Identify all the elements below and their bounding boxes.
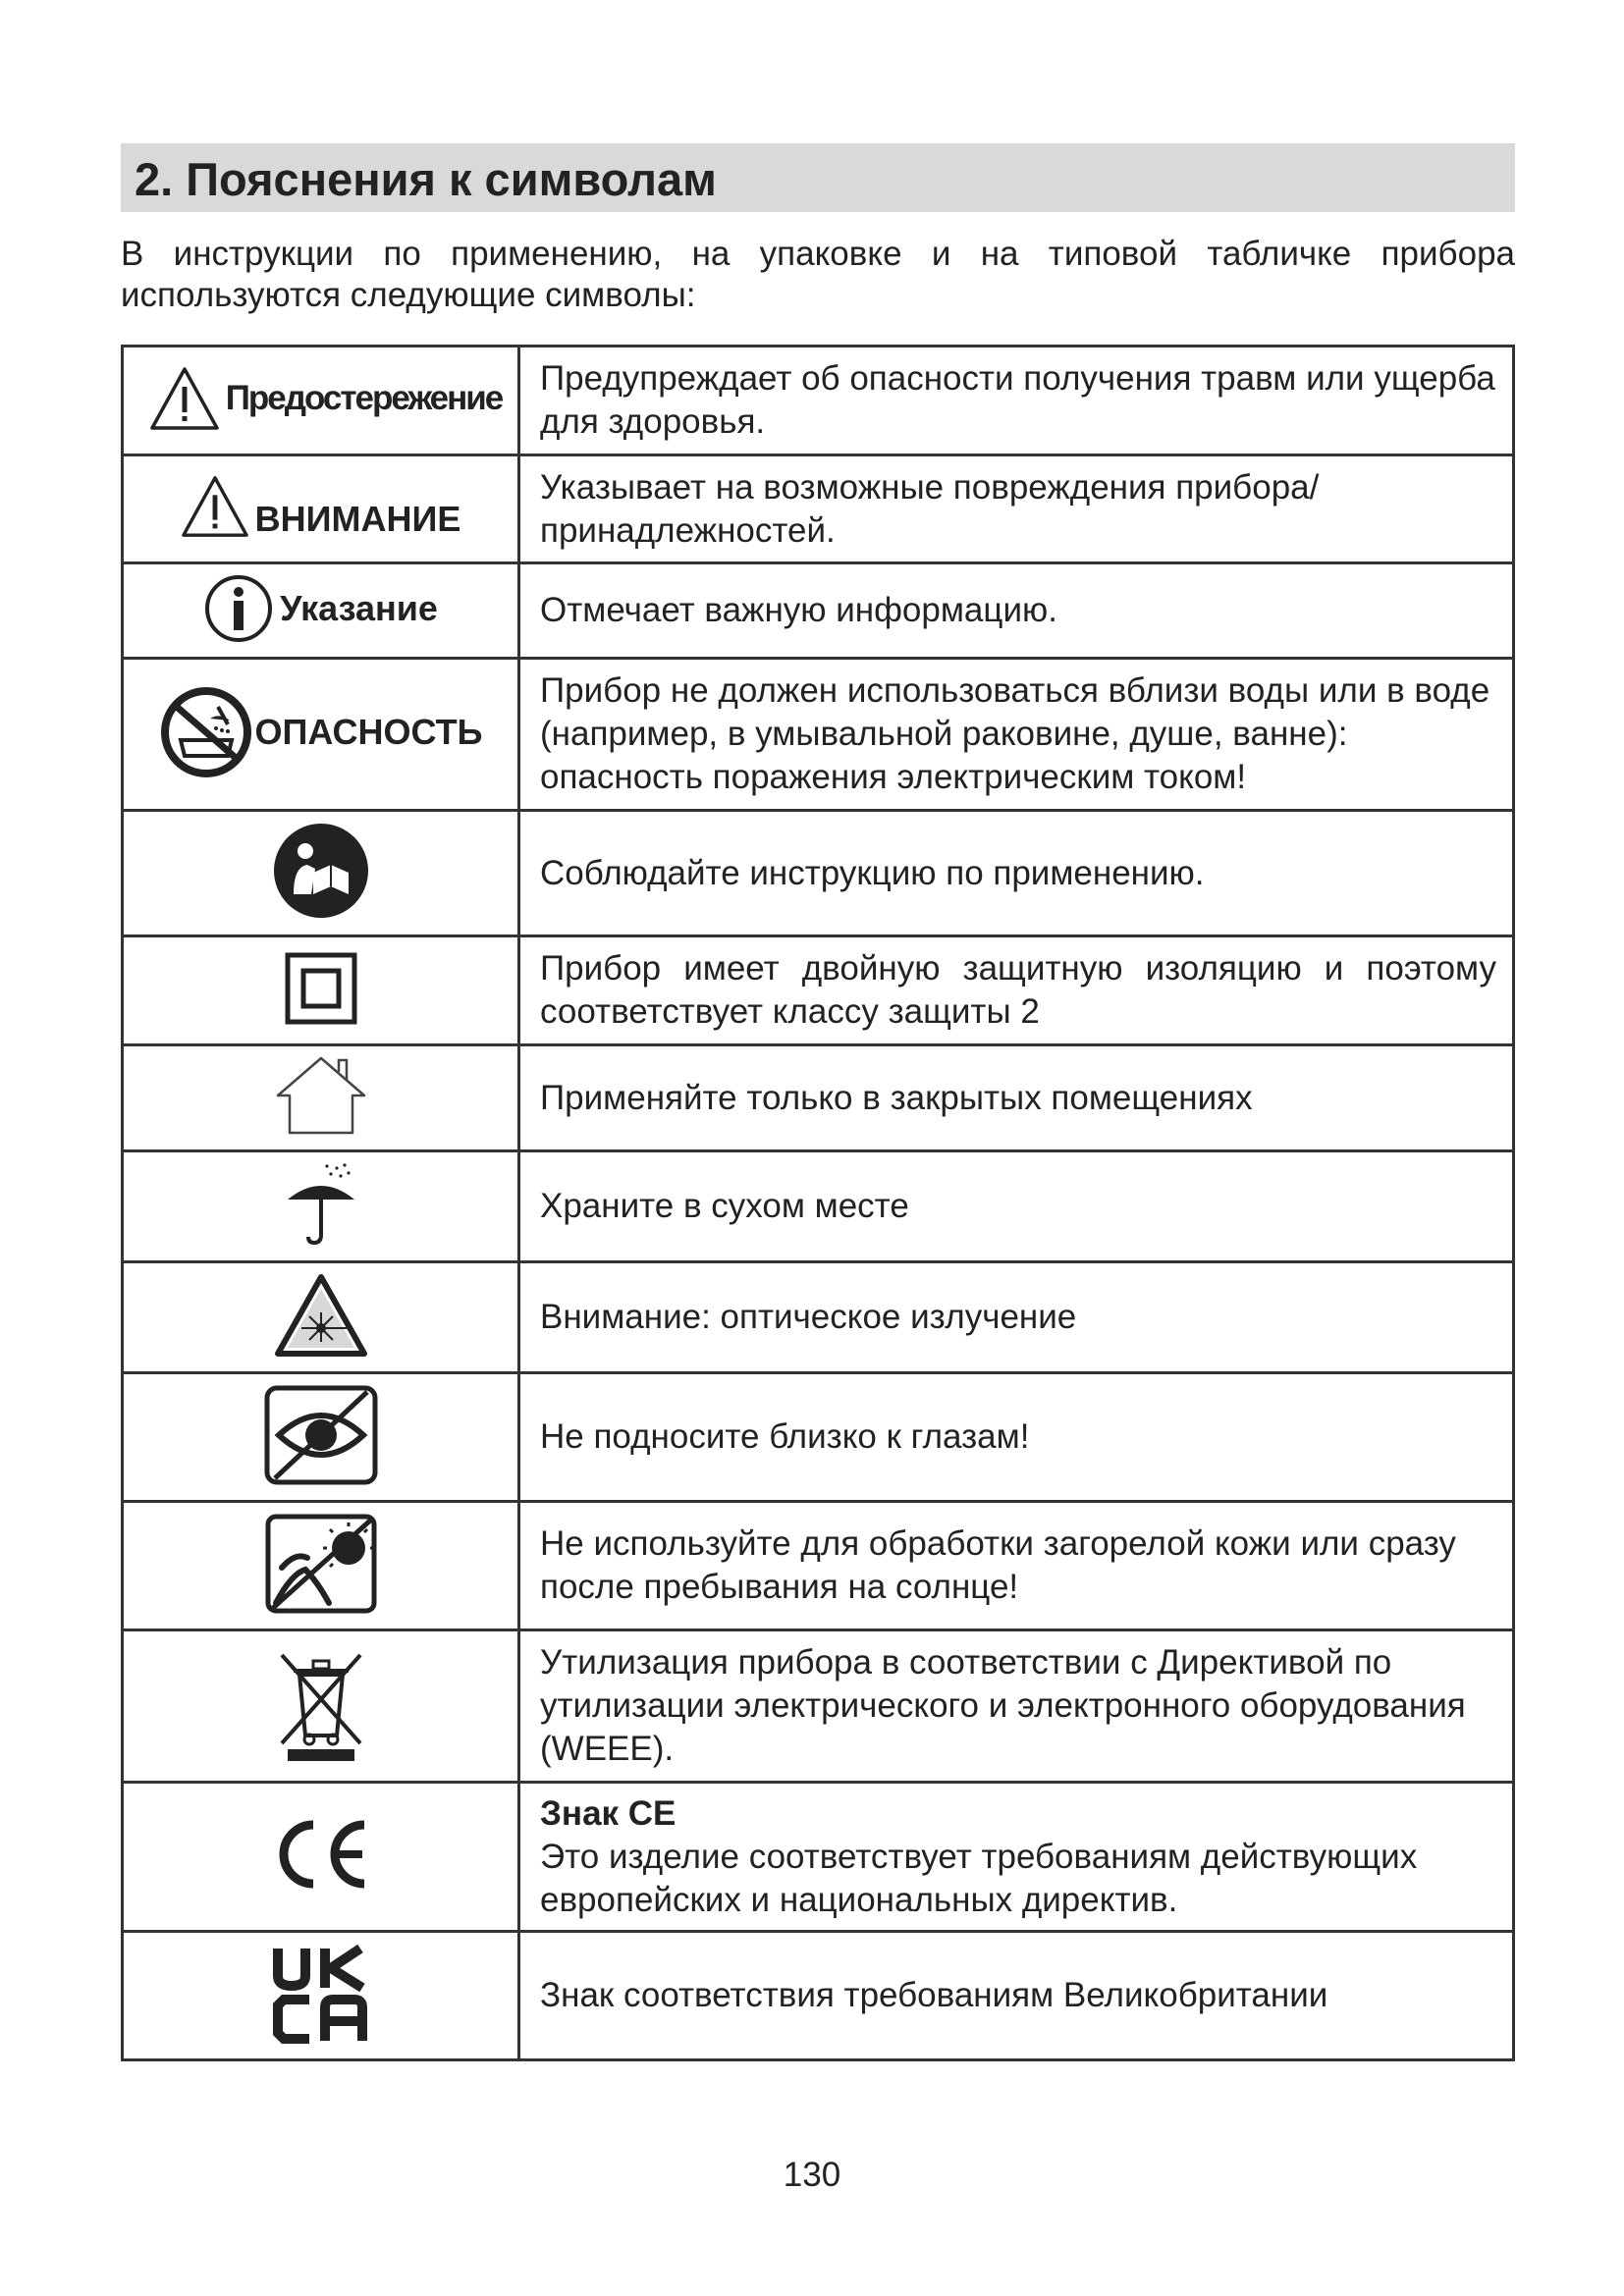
symbol-cell — [123, 1630, 519, 1783]
symbol-cell — [123, 659, 519, 811]
description-cell: Внимание: оптическое излучение — [519, 1262, 1514, 1373]
warning-triangle-icon — [149, 365, 220, 432]
intro-line-1: В инструкции по применению, на упаковке и на типовой табличке прибора — [121, 235, 1515, 273]
table-row — [123, 811, 1514, 936]
symbol-cell — [123, 563, 519, 659]
table-row — [123, 455, 1514, 563]
description-cell: Не подносите близко к глазам! — [519, 1373, 1514, 1502]
description-cell: Утилизация прибора в соответствии с Директивой по утилизации электрического и электронного оборудования (WEEE). — [519, 1630, 1514, 1783]
symbol-cell — [123, 1932, 519, 2060]
symbol-label: Указание — [280, 587, 438, 628]
description-cell: Предупреждает об опасности получения травм или ущерба для здоровья. — [519, 347, 1514, 455]
intro-line-2: используются следующие символы: — [121, 276, 696, 314]
no-eye-contact-icon — [263, 1384, 379, 1486]
symbol-label: ВНИМАНИЕ — [254, 499, 461, 539]
ce-mark-icon — [268, 1815, 374, 1894]
table-row — [123, 1151, 1514, 1262]
description-cell: Указывает на возможные повреждения прибора/ принадлежностей. — [519, 455, 1514, 563]
indoor-use-house-icon — [274, 1054, 368, 1137]
symbol-cell — [123, 1502, 519, 1630]
symbol-label: Предостережение — [225, 378, 503, 417]
description-cell: Соблюдайте инструкцию по применению. — [519, 811, 1514, 936]
description-title: Знак CE — [540, 1793, 677, 1833]
symbol-cell — [123, 1373, 519, 1502]
table-row — [123, 1783, 1514, 1932]
description-cell: Не используйте для обработки загорелой кожи или сразу после пребывания на солнце! — [519, 1502, 1514, 1630]
info-circle-icon — [203, 573, 274, 644]
description-cell: Прибор не должен использоваться вблизи воды или в воде (например, в умывальной раковине, душе, ванне): опасность поражения электрическим током! — [519, 659, 1514, 811]
symbol-cell — [123, 347, 519, 455]
table-row — [123, 1045, 1514, 1151]
table-row — [123, 1502, 1514, 1630]
no-sunburned-skin-icon — [264, 1513, 378, 1615]
description-cell: Храните в сухом месте — [519, 1151, 1514, 1262]
warning-triangle-icon — [181, 473, 249, 540]
table-row — [123, 1630, 1514, 1783]
intro-paragraph — [121, 234, 1515, 316]
laser-radiation-icon — [274, 1273, 368, 1358]
double-insulation-icon — [284, 951, 358, 1026]
description-cell: Знак соответствия требованиям Великобритании — [519, 1932, 1514, 2060]
table-row — [123, 1262, 1514, 1373]
symbol-cell — [123, 455, 519, 563]
table-row — [123, 347, 1514, 455]
symbol-cell — [123, 1262, 519, 1373]
no-water-bath-icon — [159, 685, 253, 779]
symbol-label: ОПАСНОСТЬ — [254, 711, 483, 752]
description-cell: Применяйте только в закрытых помещениях — [519, 1045, 1514, 1151]
table-row — [123, 936, 1514, 1045]
table-row — [123, 563, 1514, 659]
keep-dry-umbrella-icon — [282, 1162, 360, 1247]
symbol-cell — [123, 811, 519, 936]
read-manual-icon — [272, 822, 370, 920]
table-row — [123, 1932, 1514, 2060]
description-body: Это изделие соответствует требованиям действующих европейских и национальных директив. — [540, 1837, 1418, 1919]
description-cell: Отмечает важную информацию. — [519, 563, 1514, 659]
description-cell — [519, 1783, 1514, 1932]
symbol-cell — [123, 1045, 519, 1151]
description-cell: Прибор имеет двойную защитную изоляцию и поэтому соответствует классу защиты 2 — [519, 936, 1514, 1045]
table-row — [123, 1373, 1514, 1502]
section-title: 2. Пояснения к символам — [121, 143, 1515, 212]
symbols-table — [121, 345, 1515, 2061]
weee-crossed-bin-icon — [274, 1645, 368, 1763]
ukca-mark-icon — [270, 1943, 372, 2045]
symbol-cell — [123, 1783, 519, 1932]
page-number: 130 — [783, 2156, 841, 2194]
symbol-cell — [123, 1151, 519, 1262]
symbol-cell — [123, 936, 519, 1045]
table-row — [123, 659, 1514, 811]
